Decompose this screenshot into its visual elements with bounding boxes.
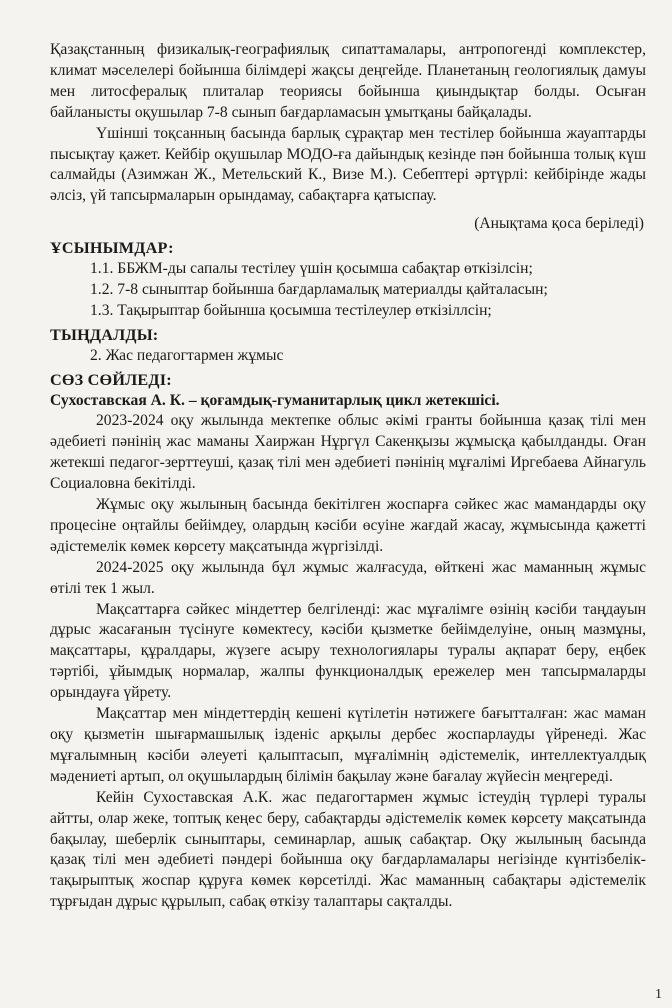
body-paragraph: Кейін Сухоставская А.К. жас педагогтармен жұмыс істеудің түрлері туралы айтты, олар жеке, топтық кеңес беру, сабақтарды әдістемелік көмек көрсету мақсатында бақылау, шеберлік сыныптары, семинарлар, ашық сабақтар. Оқу жылының басында қазақ тілі мен әдебиеті пәндері бойынша оқу бағдарламалары негізінде күнтізбелік-тақырыптық жоспар құруға көмек көрсетілді. Жас маманның сабақтары әдістемелік тұрғыдан дұрыс құрылып, сабақ өткізу талаптары сақталды.: [50, 788, 646, 911]
third-quarter-paragraph: Үшінші тоқсанның басында барлық сұрақтар мен тестілер бойынша жауаптарды пысықтау қажет. Кейбір оқушылар МОДО-ға дайындық кезінде пән бойынша толық күш салмайды (Азимжан Ж., Метельский К., Визе М.). Себептері әртүрлі: кейбірінде жады әлсіз, үй тапсырмаларын орындамау, сабақтарға қатыспау.: [50, 124, 646, 205]
speaker-line: Сухоставская А. К. – қоғамдық-гуманитарлық цикл жетекшісі.: [50, 391, 500, 409]
body-paragraph: Мақсаттар мен міндеттердің кешені күтілетін нәтижеге бағытталған: жас маман оқу қызметін шығармашылық ізденіс арқылы дербес жоспарлауды үйренеді. Жас мұғалымның кәсіби әлеуеті қалыптасып, мұғалімнің әдістемелік, интеллектуалдық мәдениеті артып, ол оқушылардың білімін бақылау және бағалау жүйесін меңгереді.: [50, 705, 646, 785]
heard-heading: ТЫҢДАЛДЫ:: [50, 325, 159, 344]
attachment-note: (Анықтама қоса беріледі): [474, 215, 644, 233]
recommendation-item: 1.1. ББЖМ-ды сапалы тестілеу үшін қосымша сабақтар өткізілсін;: [90, 260, 533, 278]
recommendation-item: 1.2. 7-8 сыныптар бойынша бағдарламалық материалды қайталасын;: [90, 280, 548, 298]
heard-item: 2. Жас педагогтармен жұмыс: [90, 346, 284, 364]
spoke-heading: СӨЗ СӨЙЛЕДІ:: [50, 370, 172, 389]
recommendation-item: 1.3. Тақырыптар бойынша қосымша тестілеулер өткізіллсін;: [90, 301, 492, 319]
page-mark: 1: [655, 987, 662, 1003]
intro-paragraph: Қазақстанның физикалық-географиялық сипаттамалары, антропогенді комплекстер, климат мәселелері бойынша білімдері жақсы деңгейде. Планетаның геологиялық дамуы мен литосфералық плиталар теориясы бойынша қиындықтар болды. Осыған байланысты оқушылар 7-8 сынып бағдарламасын ұмытқаны байқалады.: [50, 41, 646, 121]
body-paragraph: Мақсаттарға сәйкес міндеттер белгіленді: жас мұғалімге өзінің кәсіби таңдауын дұрыс жасағанын түсінуге көмектесу, кәсіби қызметке бейімделуіне, оның мазмұны, мақсаттары, құралдары, жүзеге асыру технологиялары туралы ақпарат беру, еңбек тәртібі, ұйымдық нормалар, жалпы функционалдық ережелер мен тапсырмаларды орындауға үйрету.: [50, 600, 646, 702]
body-paragraph: 2024-2025 оқу жылында бұл жұмыс жалғасуда, өйткені жас маманның жұмыс өтілі тек 1 жыл.: [50, 558, 646, 597]
recommendations-heading: ҰСЫНЫМДАР:: [50, 239, 174, 258]
body-paragraph: Жұмыс оқу жылының басында бекітілген жоспарға сәйкес жас мамандарды оқу процесіне оңтайлы бейімдеу, олардың кәсіби өсуіне жағдай жасау, жұмысында қажетті әдістемелік көмек көрсету мақсатында жүргізілді.: [50, 496, 646, 555]
body-paragraph: 2023-2024 оқу жылында мектепке облыс әкімі гранты бойынша қазақ тілі мен әдебиеті пәнінің жас маманы Хаиржан Нұргүл Сакенқызы жұмысқа қабылданды. Оған жетекші педагог-зерттеуші, қазақ тілі мен әдебиеті пәнінің мұғалімі Иргебаева Айнагуль Социаловна бекітілді.: [50, 412, 646, 493]
